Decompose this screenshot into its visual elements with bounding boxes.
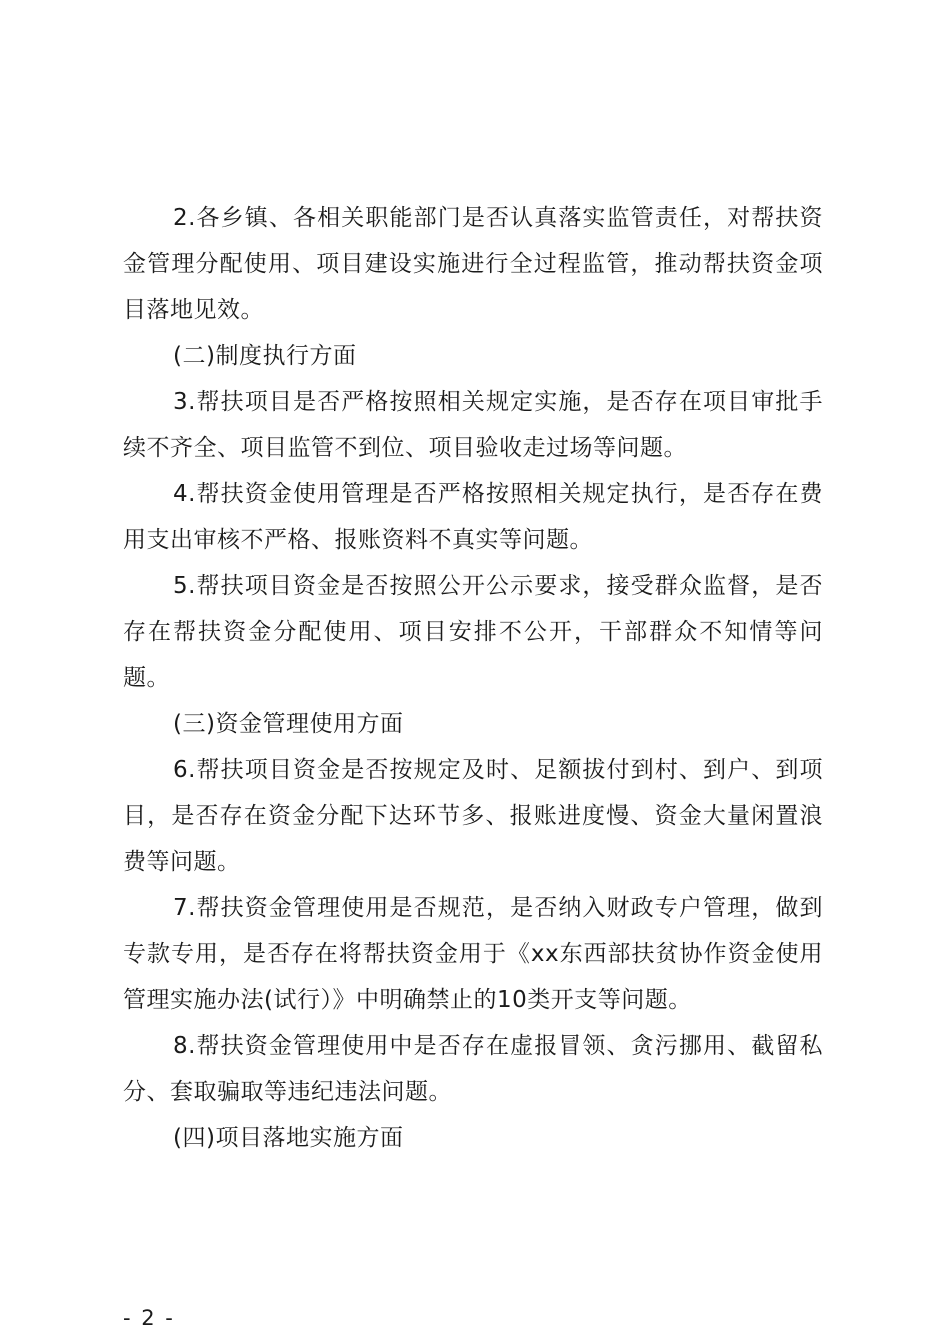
paragraph-item-5: 5.帮扶项目资金是否按照公开公示要求，接受群众监督，是否存在帮扶资金分配使用、项目安排不公开，干部群众不知情等问题。 (123, 573, 823, 691)
paragraph-item-3: 3.帮扶项目是否严格按照相关规定实施，是否存在项目审批手续不齐全、项目监管不到位、项目验收走过场等问题。 (123, 389, 823, 461)
section-heading-fund-management: (三)资金管理使用方面 (173, 711, 404, 737)
section-heading-project-implementation: (四)项目落地实施方面 (173, 1125, 404, 1151)
paragraph-item-7: 7.帮扶资金管理使用是否规范，是否纳入财政专户管理，做到专款专用，是否存在将帮扶资金用于《xx东西部扶贫协作资金使用管理实施办法(试行）》中明确禁止的10类开支等问题。 (123, 895, 823, 1013)
page-number: - 2 - (123, 1306, 175, 1330)
paragraph-item-4: 4.帮扶资金使用管理是否严格按照相关规定执行，是否存在费用支出审核不严格、报账资料不真实等问题。 (123, 481, 823, 553)
section-heading-system-execution: (二)制度执行方面 (173, 343, 357, 369)
paragraph-item-8: 8.帮扶资金管理使用中是否存在虚报冒领、贪污挪用、截留私分、套取骗取等违纪违法问题。 (123, 1033, 823, 1105)
paragraph-item-2: 2.各乡镇、各相关职能部门是否认真落实监管责任，对帮扶资金管理分配使用、项目建设实施进行全过程监管，推动帮扶资金项目落地见效。 (123, 205, 823, 323)
document-body (123, 195, 823, 1161)
paragraph-item-6: 6.帮扶项目资金是否按规定及时、足额拔付到村、到户、到项目，是否存在资金分配下达环节多、报账进度慢、资金大量闲置浪费等问题。 (123, 757, 823, 875)
